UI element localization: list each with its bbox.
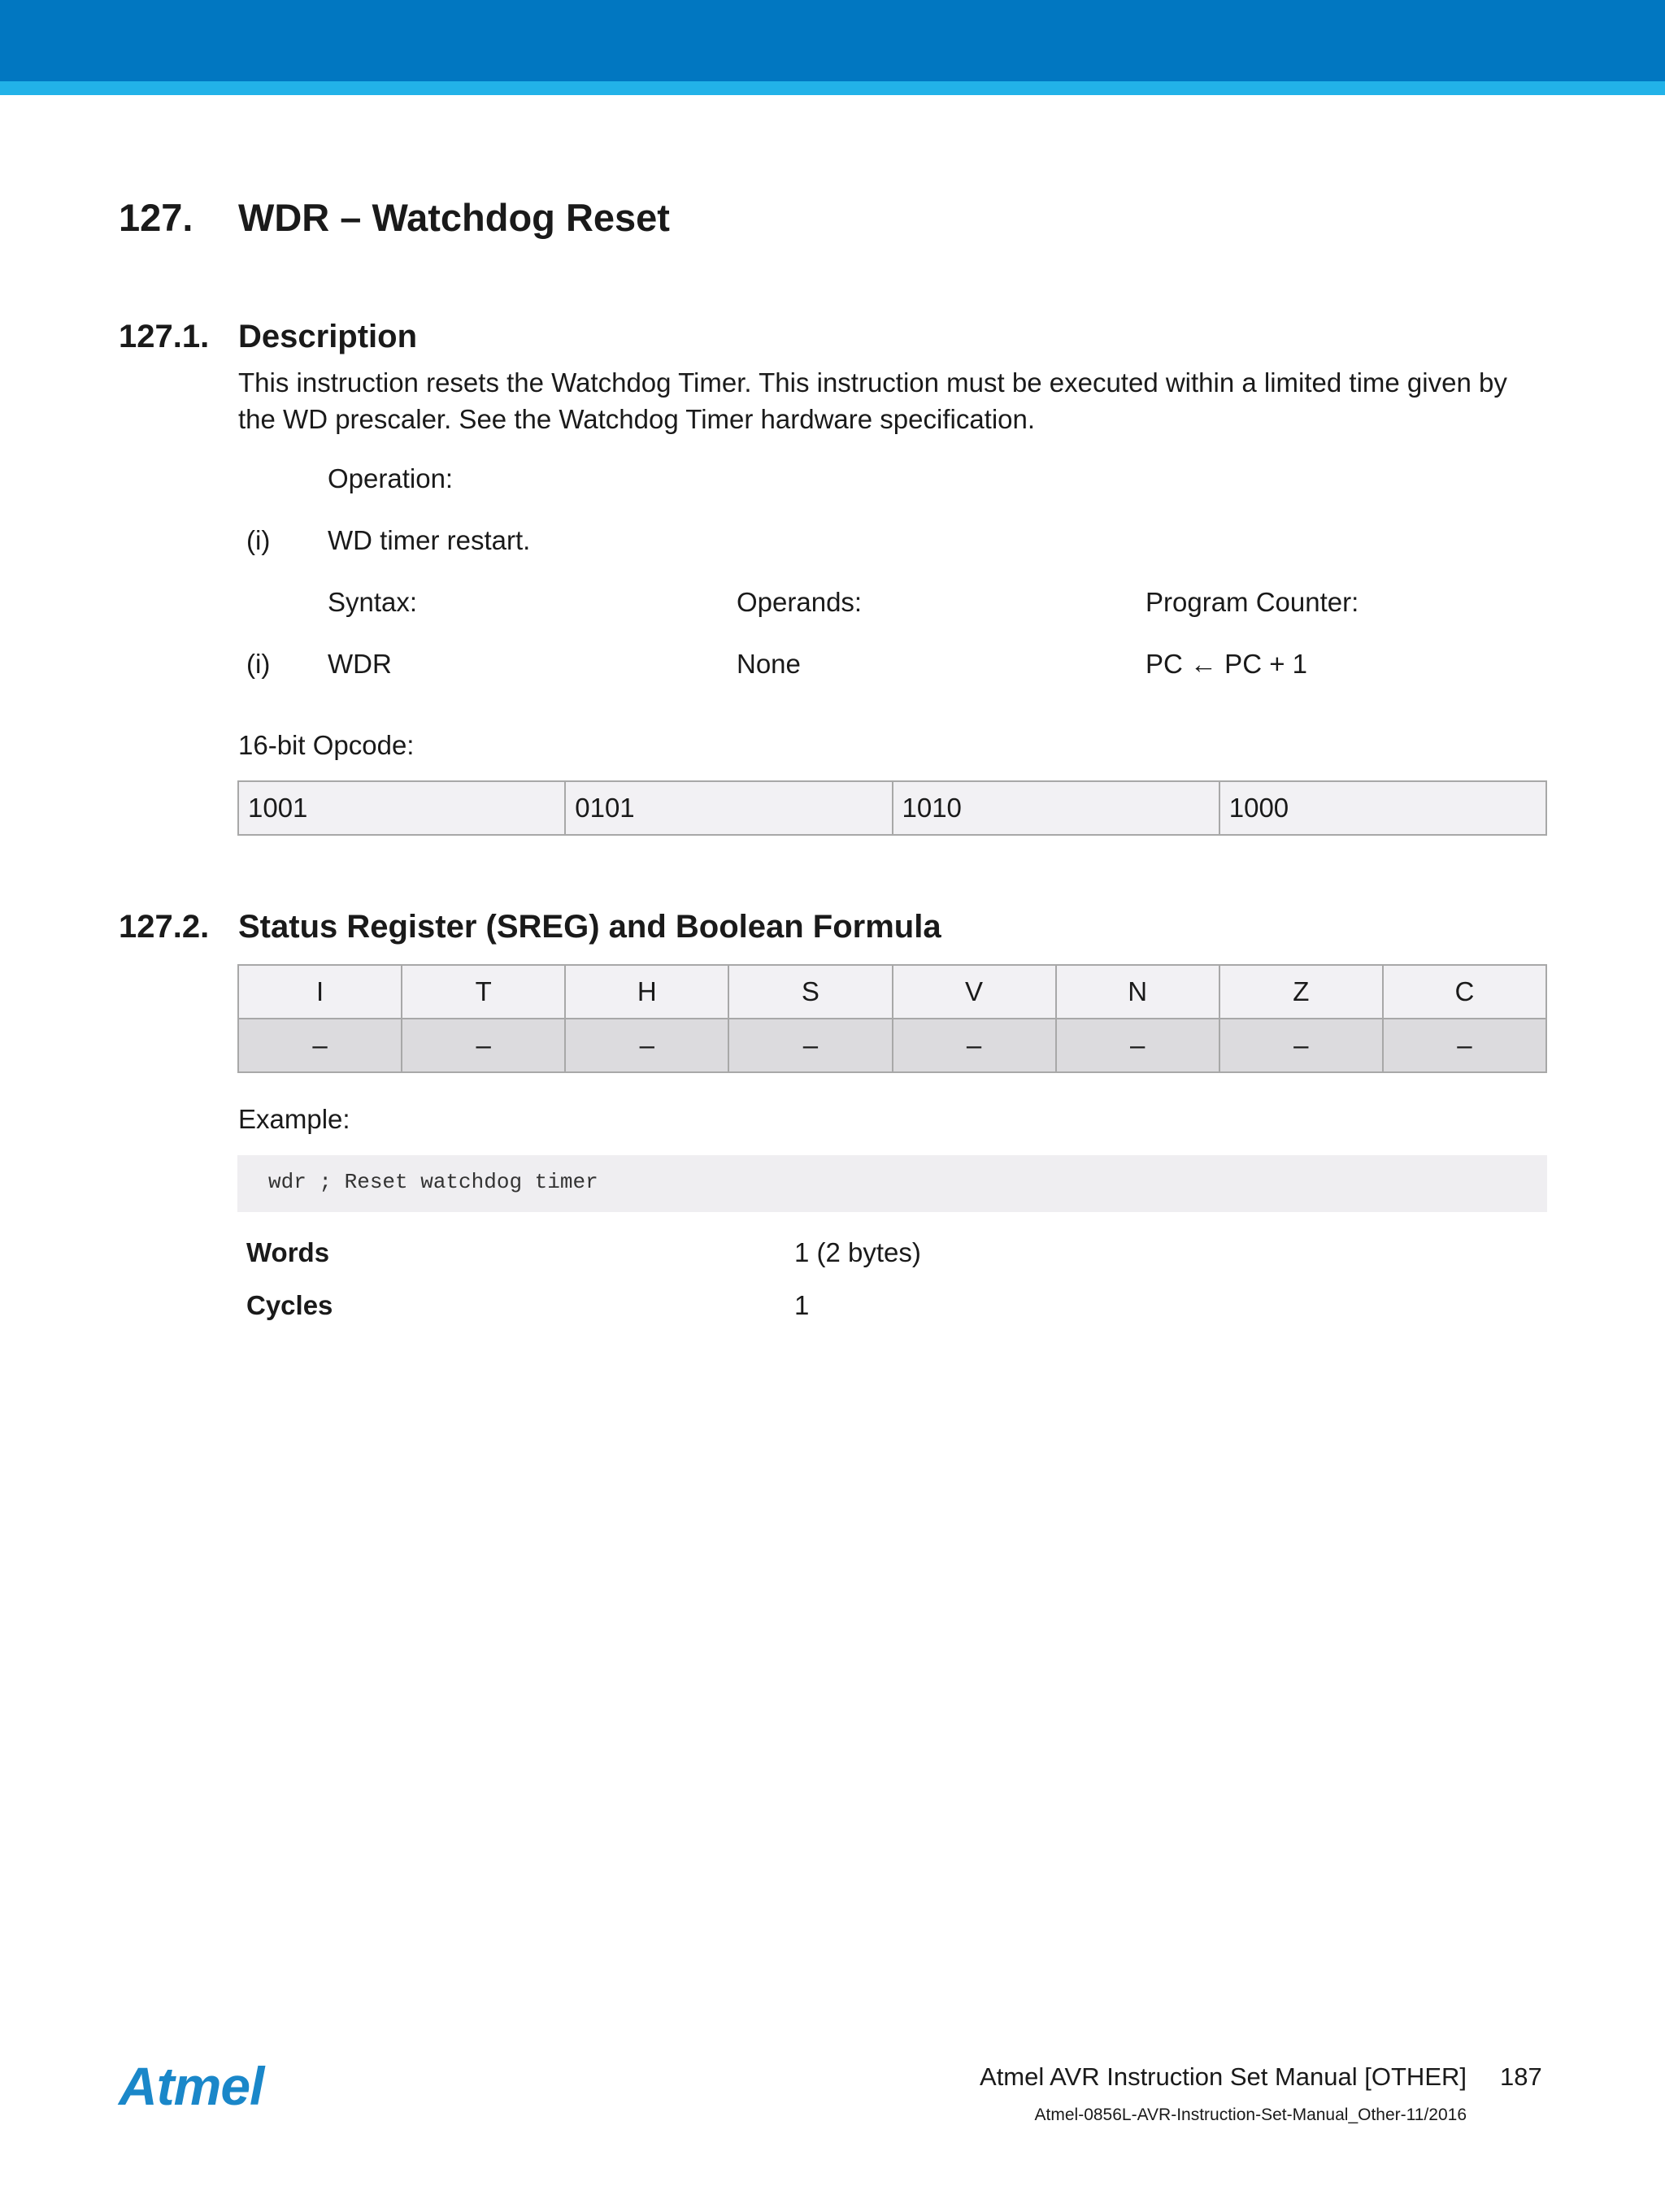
sreg-value: – [402,1019,565,1072]
sreg-table [237,964,1547,1073]
sreg-value: – [893,1019,1056,1072]
operands-label: Operands: [737,587,863,617]
program-counter-label: Program Counter: [1146,587,1359,617]
footer-doc-id: Atmel-0856L-AVR-Instruction-Set-Manual_Other-11/2016 [1034,2106,1467,2124]
syntax-label: Syntax: [328,587,418,617]
description-heading-text: Description [238,319,418,354]
opcode-row [238,781,1546,835]
words-value: 1 (2 bytes) [794,1237,921,1267]
sreg-flag: S [728,965,892,1019]
section-title-text: WDR – Watchdog Reset [238,196,670,239]
sreg-heading-text: Status Register (SREG) and Boolean Formula [238,909,941,945]
operation-label: Operation: [328,463,454,493]
sreg-value: – [728,1019,892,1072]
syntax-index: (i) [246,649,271,679]
sreg-flag: C [1383,965,1546,1019]
program-counter-value: PC ← PC + 1 [1146,649,1307,679]
sreg-flag: N [1056,965,1219,1019]
sreg-flag: T [402,965,565,1019]
sreg-heading [119,909,941,945]
sreg-number: 127.2. [119,909,210,945]
sreg-flag-row [238,965,1546,1019]
sreg-value: – [238,1019,402,1072]
code-example [237,1155,1547,1212]
cycles-label: Cycles [246,1290,333,1320]
opcode-cell: 1010 [893,781,1219,835]
cycles-value: 1 [794,1290,810,1320]
description-number: 127.1. [119,319,210,354]
operation-text: WD timer restart. [328,525,531,555]
opcode-table [237,780,1547,836]
sreg-value: – [1219,1019,1383,1072]
sreg-flag: V [893,965,1056,1019]
footer-title: Atmel AVR Instruction Set Manual [OTHER] [980,2062,1467,2091]
page-number: 187 [1500,2062,1542,2091]
description-heading [119,319,417,355]
syntax-value: WDR [328,649,392,679]
description-text: This instruction resets the Watchdog Timer. This instruction must be executed within a limited time given by the WD prescaler. See the Watchdog Timer hardware specification. [238,367,1507,434]
sreg-flag: H [565,965,728,1019]
opcode-cell: 1001 [238,781,565,835]
operands-value: None [737,649,801,679]
sreg-flag: Z [1219,965,1383,1019]
atmel-logo: Atmel [119,2056,264,2116]
sreg-flag: I [238,965,402,1019]
operation-index: (i) [246,525,271,555]
words-label: Words [246,1237,330,1267]
sreg-value: – [1383,1019,1546,1072]
sreg-value: – [565,1019,728,1072]
section-number: 127. [119,196,193,239]
code-text: wdr ; Reset watchdog timer [268,1170,598,1194]
header-stripe [0,81,1665,95]
opcode-label: 16-bit Opcode: [238,730,415,760]
section-title [119,195,670,240]
sreg-value-row [238,1019,1546,1072]
example-label: Example: [238,1104,350,1134]
header-band [0,0,1665,81]
opcode-cell: 0101 [565,781,892,835]
opcode-cell: 1000 [1219,781,1546,835]
sreg-value: – [1056,1019,1219,1072]
